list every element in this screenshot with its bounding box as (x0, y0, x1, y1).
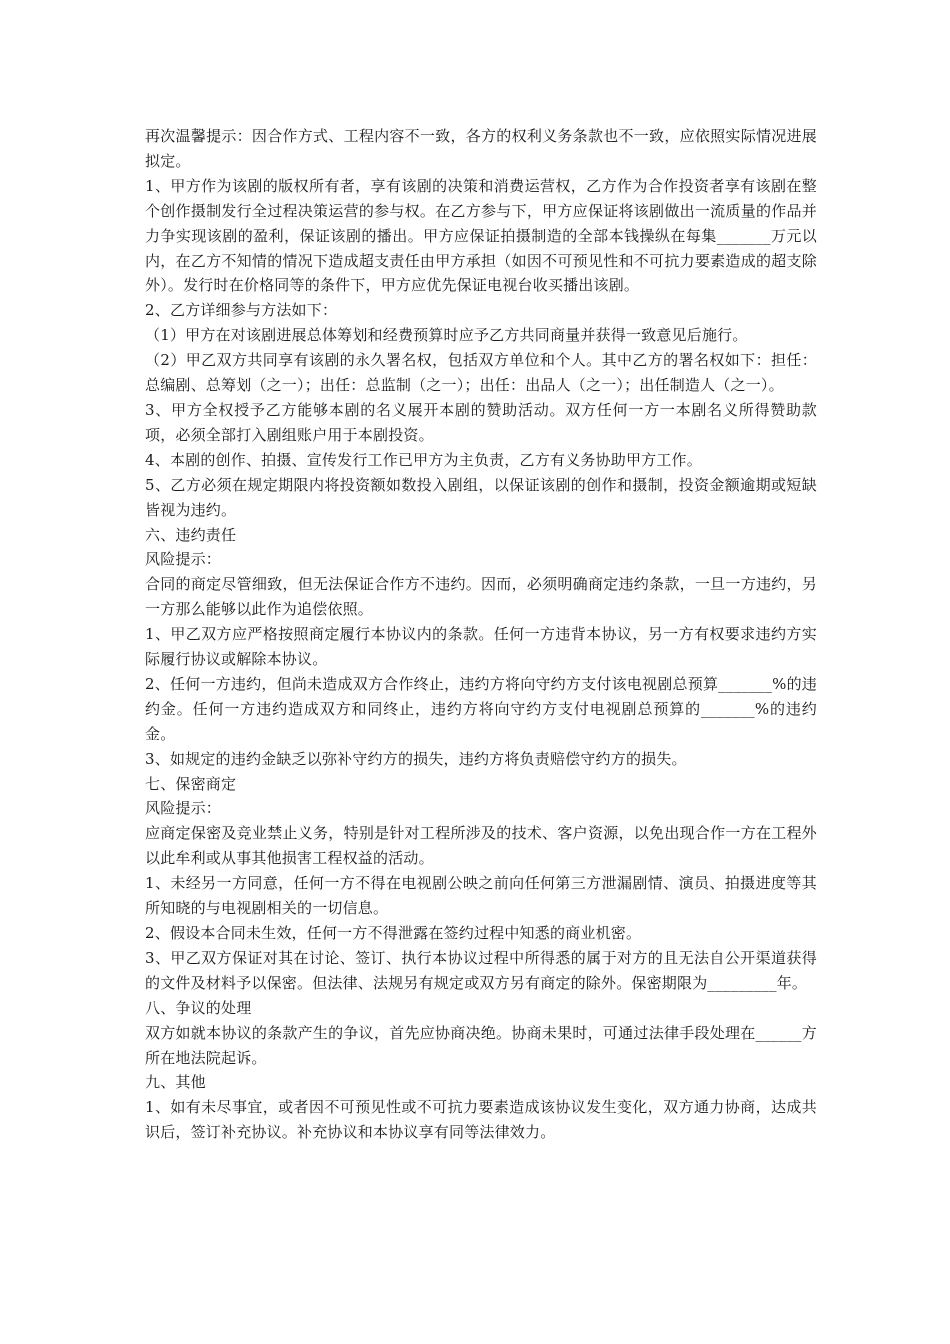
section-9-heading: 九、其他 (145, 1073, 206, 1092)
dispute-paragraph: 双方如就本协议的条款产生的争议，首先应协商决绝。协商未果时，可通过法律手段处理在______方所在地法院起诉。 (145, 1023, 817, 1067)
confidentiality-clause-2-paragraph: 2、假设本合同未生效，任何一方不得泄露在签约过程中知悉的商业机密。 (145, 924, 642, 942)
clause-3-paragraph: 3、甲方全权授予乙方能够本剧的名义展开本剧的赞助活动。双方任何一方一本剧名义所得赞助款项，必须全部打入剧组账户用于本剧投资。 (145, 400, 817, 444)
clause-1-paragraph: 1、甲方作为该剧的版权所有者，享有该剧的决策和消费运营权，乙方作为合作投资者享有该剧在整个创作摄制发行全过程决策运营的参与权。在乙方参与下，甲方应保证将该剧做出一流质量的作品并力争实现该剧的盈利，保证该剧的播出。甲方应保证拍摄制造的全部本钱操纵在每集_______万元以内，在乙方不知情的情况下造成超支责任由甲方承担（如因不可预见性和不可抗力要素造成的超支除外）。发行时在价格同等的条件下，甲方应优先保证电视台收买播出该剧。 (145, 176, 817, 295)
confidentiality-clause-1-paragraph: 1、未经另一方同意，任何一方不得在电视剧公映之前向任何第三方泄漏剧情、演员、拍摄进度等其所知晓的与电视剧相关的一切信息。 (145, 874, 817, 918)
section-8-heading: 八、争议的处理 (145, 998, 252, 1017)
clause-2-item-2-paragraph: （2）甲乙双方共同享有该剧的永久署名权，包括双方单位和个人。其中乙方的署名权如下：担任：总编剧、总筹划（之一）；出任：总监制（之一）；出任：出品人（之一）；出任制造人（之一）。 (145, 351, 817, 395)
clause-2-paragraph: 2、乙方详细参与方法如下： (145, 301, 338, 320)
section-6-heading: 六、违约责任 (145, 525, 237, 544)
document-body (145, 124, 817, 1145)
intro-note-paragraph: 再次温馨提示：因合作方式、工程内容不一致，各方的权利义务条款也不一致，应依照实际情况进展拟定。 (145, 127, 817, 170)
breach-clause-1-paragraph: 1、甲乙双方应严格按照商定履行本协议内的条款。任何一方违背本协议，另一方有权要求违约方实际履行协议或解除本协议。 (145, 625, 817, 669)
breach-clause-2-paragraph: 2、任何一方违约，但尚未造成双方合作终止，违约方将向守约方支付该电视剧总预算_______%的违约金。任何一方违约造成双方和同终止，违约方将向守约方支付电视剧总预算的_______%的违约金。 (145, 674, 817, 743)
breach-clause-3-paragraph: 3、如规定的违约金缺乏以弥补守约方的损失，违约方将负责赔偿守约方的损失。 (145, 749, 687, 768)
clause-2-item-1-paragraph: （1）甲方在对该剧进展总体筹划和经费预算时应予乙方共同商量并获得一致意见后施行。 (145, 326, 748, 345)
risk-tip-paragraph: 应商定保密及竞业禁止义务，特别是针对工程所涉及的技术、客户资源，以免出现合作一方在工程外以此牟利或从事其他损害工程权益的活动。 (145, 824, 817, 868)
clause-4-paragraph: 4、本剧的创作、拍摄、宣传发行工作已甲方为主负责，乙方有义务协助甲方工作。 (145, 450, 702, 469)
risk-tip-label: 风险提示： (145, 550, 222, 569)
risk-tip-label: 风险提示： (145, 799, 222, 818)
other-clause-1-paragraph: 1、如有未尽事宜，或者因不可预见性或不可抗力要素造成该协议发生变化，双方通力协商，达成共识后，签订补充协议。补充协议和本协议享有同等法律效力。 (145, 1098, 817, 1142)
section-7-heading: 七、保密商定 (145, 774, 237, 793)
confidentiality-clause-3-paragraph: 3、甲乙双方保证对其在讨论、签订、执行本协议过程中所得悉的属于对方的且无法自公开渠道获得的文件及材料予以保密。但法律、法规另有规定或双方另有商定的除外。保密期限为_________年。 (145, 948, 817, 992)
clause-5-paragraph: 5、乙方必须在规定期限内将投资额如数投入剧组，以保证该剧的创作和摄制，投资金额逾期或短缺皆视为违约。 (145, 475, 817, 519)
risk-tip-paragraph: 合同的商定尽管细致，但无法保证合作方不违约。因而，必须明确商定违约条款，一旦一方违约，另一方那么能够以此作为追偿依照。 (145, 575, 817, 619)
